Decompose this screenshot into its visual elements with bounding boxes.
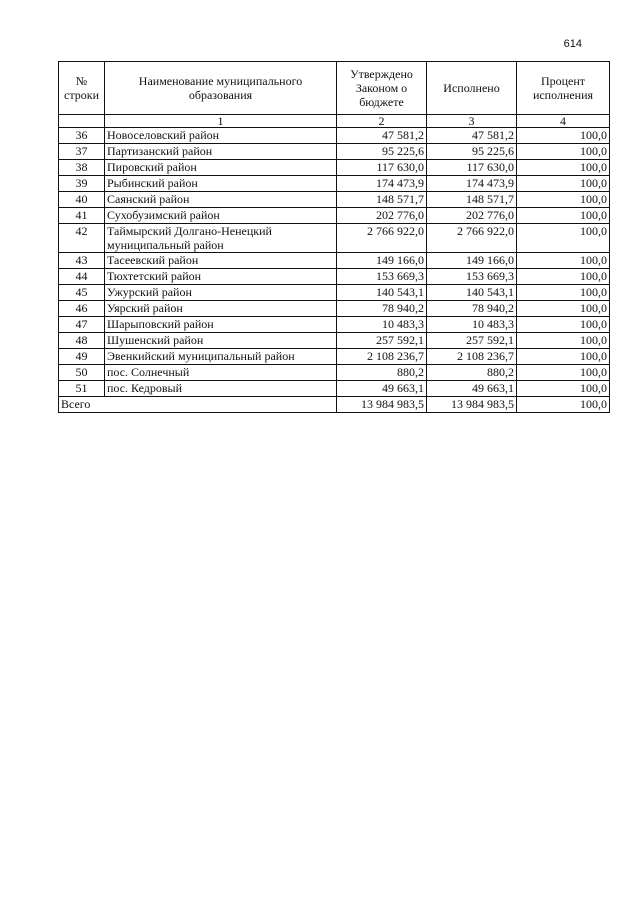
total-label: Всего [59,397,337,413]
row-number-cell: 48 [59,333,105,349]
total-percent: 100,0 [517,397,610,413]
execution-percent-cell: 100,0 [517,176,610,192]
table-row [59,333,610,349]
header-executed: Исполнено [427,62,517,115]
approved-amount-cell: 174 473,9 [337,176,427,192]
approved-amount-cell: 2 108 236,7 [337,349,427,365]
table-header-row [59,62,610,115]
column-number-row [59,115,610,128]
execution-percent-cell: 100,0 [517,365,610,381]
table-row [59,128,610,144]
execution-percent-cell: 100,0 [517,128,610,144]
municipality-name-cell: пос. Кедровый [105,381,337,397]
row-number-cell: 51 [59,381,105,397]
header-execution-percent: Процент исполнения [517,62,610,115]
row-number-cell: 50 [59,365,105,381]
municipality-name-cell: Эвенкийский муниципальный район [105,349,337,365]
approved-amount-cell: 10 483,3 [337,317,427,333]
header-row-number-label: № строки [64,74,99,102]
executed-amount-cell: 95 225,6 [427,144,517,160]
table-row [59,381,610,397]
execution-percent-cell: 100,0 [517,160,610,176]
approved-amount-cell: 47 581,2 [337,128,427,144]
execution-percent-cell: 100,0 [517,144,610,160]
executed-amount-cell: 2 766 922,0 [427,224,517,253]
table-body [59,128,610,397]
executed-amount-cell: 10 483,3 [427,317,517,333]
table-row [59,317,610,333]
municipality-name-cell: Пировский район [105,160,337,176]
approved-amount-cell: 257 592,1 [337,333,427,349]
executed-amount-cell: 140 543,1 [427,285,517,301]
municipality-name-cell: Саянский район [105,192,337,208]
row-number-cell: 40 [59,192,105,208]
execution-percent-cell: 100,0 [517,253,610,269]
executed-amount-cell: 174 473,9 [427,176,517,192]
municipality-name-cell: Тасеевский район [105,253,337,269]
executed-amount-cell: 117 630,0 [427,160,517,176]
executed-amount-cell: 202 776,0 [427,208,517,224]
municipality-name-cell: Сухобузимский район [105,208,337,224]
execution-percent-cell: 100,0 [517,349,610,365]
execution-percent-cell: 100,0 [517,224,610,253]
table-row [59,365,610,381]
approved-amount-cell: 202 776,0 [337,208,427,224]
table-row [59,176,610,192]
approved-amount-cell: 49 663,1 [337,381,427,397]
municipality-name-cell: Новоселовский район [105,128,337,144]
row-number-cell: 46 [59,301,105,317]
table-row [59,285,610,301]
row-number-cell: 39 [59,176,105,192]
page-number: 614 [563,38,582,50]
approved-amount-cell: 117 630,0 [337,160,427,176]
municipality-name-cell: Шушенский район [105,333,337,349]
table-row [59,253,610,269]
total-approved: 13 984 983,5 [337,397,427,413]
column-number: 2 [337,115,427,128]
approved-amount-cell: 880,2 [337,365,427,381]
row-number-cell: 41 [59,208,105,224]
executed-amount-cell: 47 581,2 [427,128,517,144]
execution-percent-cell: 100,0 [517,317,610,333]
approved-amount-cell: 148 571,7 [337,192,427,208]
row-number-cell: 45 [59,285,105,301]
execution-percent-cell: 100,0 [517,301,610,317]
row-number-cell: 49 [59,349,105,365]
execution-percent-cell: 100,0 [517,192,610,208]
row-number-cell: 36 [59,128,105,144]
table-row [59,192,610,208]
municipality-name-cell: Уярский район [105,301,337,317]
execution-percent-cell: 100,0 [517,269,610,285]
row-number-cell: 43 [59,253,105,269]
approved-amount-cell: 140 543,1 [337,285,427,301]
executed-amount-cell: 148 571,7 [427,192,517,208]
column-number [59,115,105,128]
execution-percent-cell: 100,0 [517,285,610,301]
table-row [59,269,610,285]
municipality-name-cell: пос. Солнечный [105,365,337,381]
budget-execution-table [58,61,610,413]
approved-amount-cell: 95 225,6 [337,144,427,160]
municipality-name-cell: Тюхтетский район [105,269,337,285]
header-municipality-name: Наименование муниципального образования [105,62,337,115]
table-row [59,224,610,253]
execution-percent-cell: 100,0 [517,333,610,349]
municipality-name-cell: Шарыповский район [105,317,337,333]
table-row [59,349,610,365]
column-number: 3 [427,115,517,128]
column-number: 1 [105,115,337,128]
executed-amount-cell: 2 108 236,7 [427,349,517,365]
execution-percent-cell: 100,0 [517,381,610,397]
municipality-name-cell: Таймырский Долгано-Ненецкий муниципальный район [105,224,337,253]
table-row [59,208,610,224]
row-number-cell: 44 [59,269,105,285]
header-approved-by-law: Утверждено Законом о бюджете [337,62,427,115]
municipality-name-cell: Рыбинский район [105,176,337,192]
row-number-cell: 47 [59,317,105,333]
table-row [59,160,610,176]
municipality-name-cell: Партизанский район [105,144,337,160]
executed-amount-cell: 257 592,1 [427,333,517,349]
executed-amount-cell: 880,2 [427,365,517,381]
approved-amount-cell: 153 669,3 [337,269,427,285]
header-row-number [59,62,105,115]
total-row [59,397,610,413]
total-executed: 13 984 983,5 [427,397,517,413]
approved-amount-cell: 2 766 922,0 [337,224,427,253]
execution-percent-cell: 100,0 [517,208,610,224]
executed-amount-cell: 153 669,3 [427,269,517,285]
row-number-cell: 37 [59,144,105,160]
table-row [59,301,610,317]
municipality-name-cell: Ужурский район [105,285,337,301]
executed-amount-cell: 78 940,2 [427,301,517,317]
approved-amount-cell: 149 166,0 [337,253,427,269]
table-row [59,144,610,160]
row-number-cell: 42 [59,224,105,253]
executed-amount-cell: 149 166,0 [427,253,517,269]
row-number-cell: 38 [59,160,105,176]
column-number: 4 [517,115,610,128]
executed-amount-cell: 49 663,1 [427,381,517,397]
approved-amount-cell: 78 940,2 [337,301,427,317]
